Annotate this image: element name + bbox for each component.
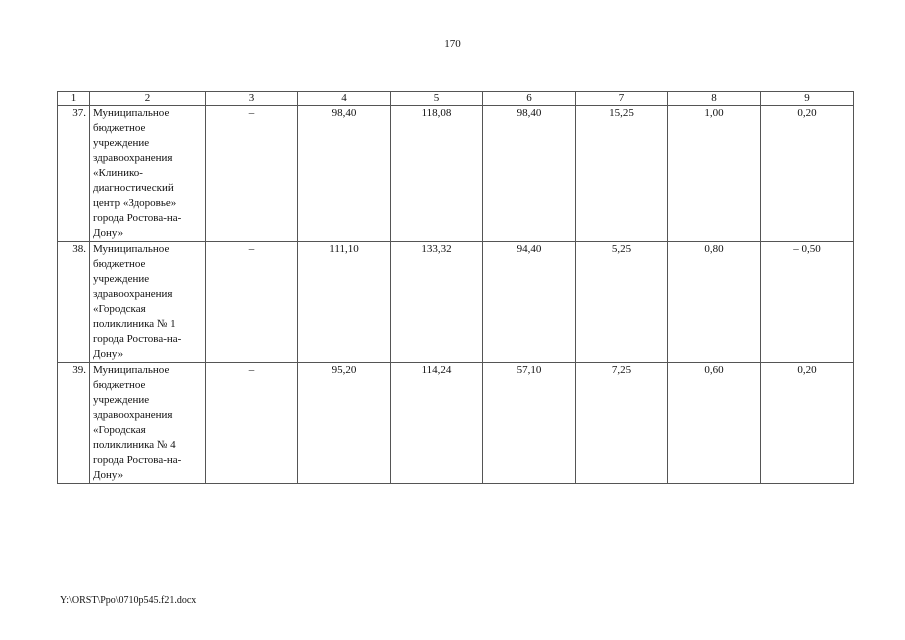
institution-name: Муниципальное бюджетное учреждение здравоохранения «Городская поликлиника № 4 города Ростова-на-Дону»: [90, 363, 206, 484]
cell-col-5: 114,24: [391, 363, 483, 484]
cell-col-6: 98,40: [483, 106, 576, 242]
row-number: 37.: [58, 106, 90, 242]
cell-col-7: 5,25: [576, 242, 668, 363]
cell-col-5: 133,32: [391, 242, 483, 363]
table-row: [58, 363, 854, 484]
row-number: 39.: [58, 363, 90, 484]
column-header-9: 9: [761, 92, 854, 106]
cell-col-9: – 0,50: [761, 242, 854, 363]
column-header-1: 1: [58, 92, 90, 106]
header-row: [58, 92, 854, 106]
cell-col-3: –: [206, 106, 298, 242]
cell-col-3: –: [206, 363, 298, 484]
cell-col-9: 0,20: [761, 363, 854, 484]
cell-col-8: 1,00: [668, 106, 761, 242]
table-row: [58, 106, 854, 242]
table-row: [58, 242, 854, 363]
cell-col-9: 0,20: [761, 106, 854, 242]
data-table: [57, 91, 854, 484]
footer-file-path: Y:\ORST\Ppo\0710p545.f21.docx: [60, 595, 197, 606]
cell-col-3: –: [206, 242, 298, 363]
page-number: 170: [444, 38, 461, 50]
cell-col-7: 15,25: [576, 106, 668, 242]
cell-col-4: 98,40: [298, 106, 391, 242]
cell-col-8: 0,80: [668, 242, 761, 363]
column-header-6: 6: [483, 92, 576, 106]
cell-col-4: 95,20: [298, 363, 391, 484]
cell-col-4: 111,10: [298, 242, 391, 363]
institution-name: Муниципальное бюджетное учреждение здравоохранения «Городская поликлиника № 1 города Ростова-на-Дону»: [90, 242, 206, 363]
column-header-4: 4: [298, 92, 391, 106]
cell-col-6: 94,40: [483, 242, 576, 363]
cell-col-6: 57,10: [483, 363, 576, 484]
column-header-7: 7: [576, 92, 668, 106]
cell-col-7: 7,25: [576, 363, 668, 484]
column-header-8: 8: [668, 92, 761, 106]
row-number: 38.: [58, 242, 90, 363]
cell-col-8: 0,60: [668, 363, 761, 484]
column-header-2: 2: [90, 92, 206, 106]
column-header-3: 3: [206, 92, 298, 106]
cell-col-5: 118,08: [391, 106, 483, 242]
institution-name: Муниципальное бюджетное учреждение здравоохранения «Клинико-диагностический центр «Здоровье» города Ростова-на-Дону»: [90, 106, 206, 242]
column-header-5: 5: [391, 92, 483, 106]
